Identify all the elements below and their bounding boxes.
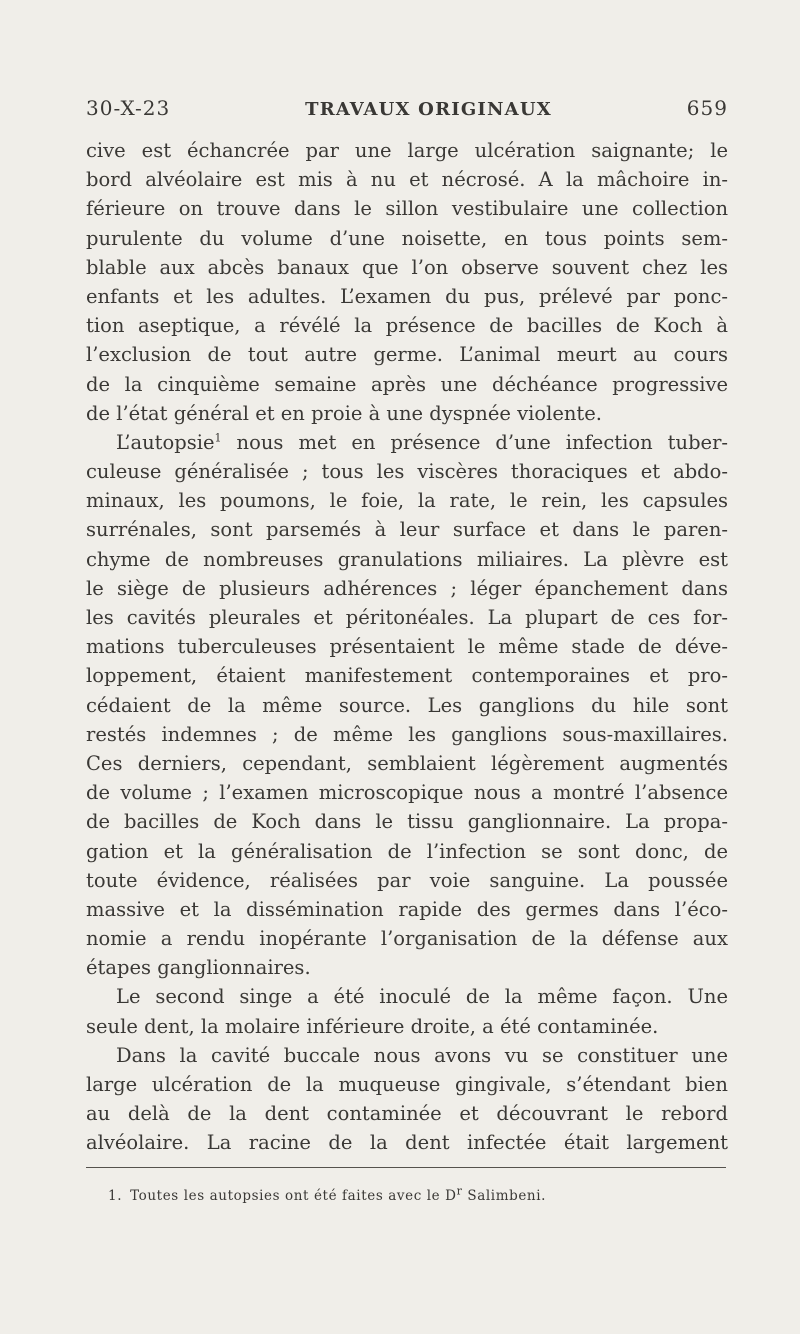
text-line: surrénales, sont parsemés à leur surface et dans le paren-	[86, 518, 728, 542]
text-line: de la cinquième semaine après une déchéance progressive	[86, 372, 728, 396]
footnote-number: 1.	[108, 1188, 123, 1204]
text-line: seule dent, la molaire inférieure droite, a été contaminée.	[86, 1014, 659, 1038]
text-line: toute évidence, réalisées par voie sanguine. La poussée	[86, 868, 728, 892]
text-line: purulente du volume d’une noisette, en tous points sem-	[86, 226, 728, 250]
footnote-marker: 1	[214, 431, 222, 445]
text-line: large ulcération de la muqueuse gingivale, s’étendant bien	[86, 1073, 728, 1096]
header-date: 30-X-23	[86, 96, 171, 120]
text-line: au delà de la dent contaminée et découvrant le rebord	[86, 1102, 728, 1126]
text-line: enfants et les adultes. L’examen du pus, prélevé par ponc-	[86, 284, 728, 308]
text-line: culeuse généralisée ; tous les viscères thoraciques et abdo-	[86, 460, 728, 484]
footnote-text: Toutes les autopsies ont été faites avec le D	[130, 1188, 457, 1204]
footnote-name: Salimbeni.	[467, 1188, 547, 1204]
text-line: loppement, étaient manifestement contemporaines et pro-	[86, 664, 728, 688]
text-line: restés indemnes ; de même les ganglions sous-maxillaires.	[86, 722, 728, 746]
text-line: le siège de plusieurs adhérences ; léger épanchement dans	[86, 576, 728, 600]
footnote	[108, 1184, 547, 1204]
page-number: 659	[686, 96, 728, 120]
text-line: mations tuberculeuses présentaient le même stade de déve-	[86, 635, 728, 659]
text-line: cédaient de la même source. Les ganglions du hile sont	[86, 693, 728, 717]
text-line: de bacilles de Koch dans le tissu ganglionnaire. La propa-	[86, 810, 728, 834]
text-line: nomie a rendu inopérante l’organisation de la défense aux	[86, 927, 728, 951]
text-line: tion aseptique, a révélé la présence de bacilles de Koch à	[86, 314, 728, 338]
text-line: cive est échancrée par une large ulcération saignante; le	[86, 139, 728, 162]
text-fragment: L’autopsie	[116, 430, 215, 454]
text-line: de volume ; l’examen microscopique nous a montré l’absence	[86, 781, 728, 805]
text-line: férieure on trouve dans le sillon vestibulaire une collection	[86, 197, 728, 221]
text-line: Ces derniers, cependant, semblaient légèrement augmentés	[86, 751, 728, 775]
text-line: de l’état général et en proie à une dyspnée violente.	[86, 401, 602, 425]
body-text	[86, 136, 728, 1158]
text-fragment: nous met en présence d’une infection tuber-	[236, 430, 729, 454]
text-line: les cavités pleurales et péritonéales. La plupart de ces for-	[86, 606, 728, 629]
text-line: massive et la dissémination rapide des germes dans l’éco-	[86, 897, 728, 921]
header-title: TRAVAUX ORIGINAUX	[305, 99, 552, 120]
footnote-superscript: r	[456, 1184, 463, 1198]
text-line: gation et la généralisation de l’infection se sont donc, de	[86, 839, 728, 863]
text-line: étapes ganglionnaires.	[86, 956, 311, 980]
text-line: alvéolaire. La racine de la dent infectée était largement	[86, 1131, 728, 1155]
text-line-with-footnote	[86, 428, 728, 457]
running-header	[86, 96, 728, 126]
text-line: Le second singe a été inoculé de la même façon. Une	[116, 985, 728, 1009]
text-line: minaux, les poumons, le foie, la rate, le rein, les capsules	[86, 489, 728, 513]
text-line: Dans la cavité buccale nous avons vu se constituer une	[116, 1043, 728, 1067]
text-line: bord alvéolaire est mis à nu et nécrosé. A la mâchoire in-	[86, 168, 728, 192]
footnote-rule	[86, 1167, 726, 1168]
text-line: l’exclusion de tout autre germe. L’animal meurt au cours	[86, 343, 728, 367]
text-line: blable aux abcès banaux que l’on observe souvent chez les	[86, 255, 728, 279]
text-line: chyme de nombreuses granulations miliaires. La plèvre est	[86, 547, 728, 571]
